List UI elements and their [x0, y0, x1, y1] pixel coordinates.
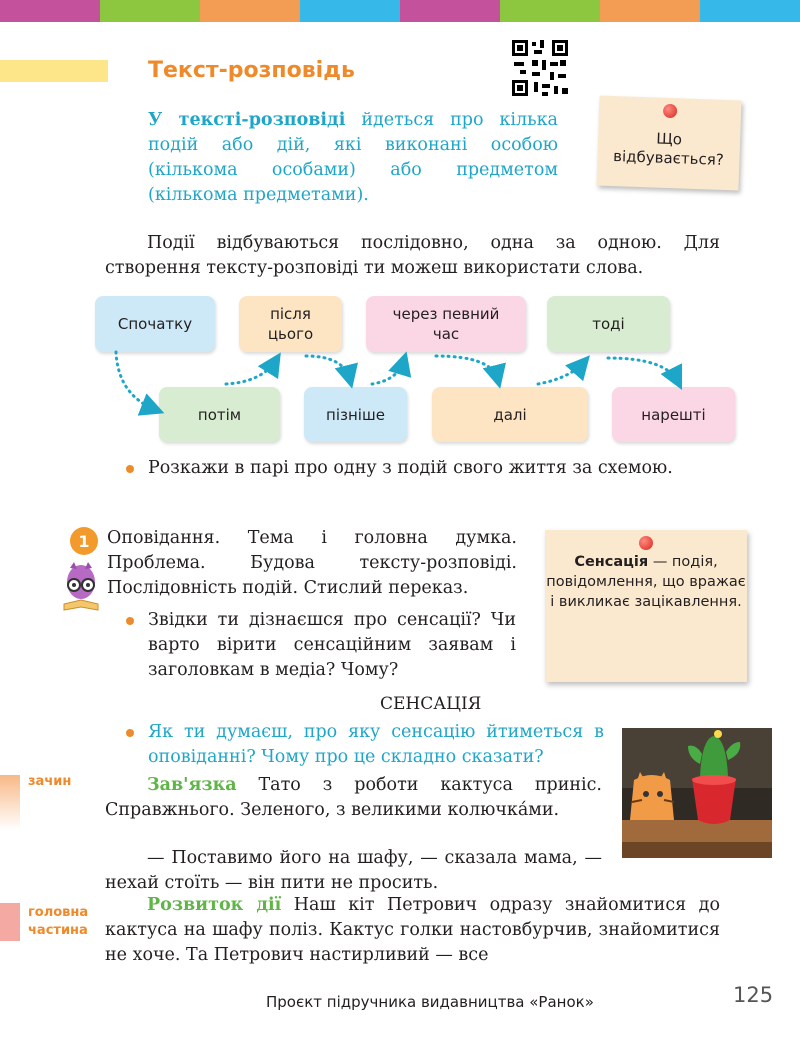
word-label: пізніше — [326, 405, 385, 424]
pin-icon — [663, 104, 677, 118]
story-text: Наш кіт Петрович одразу знайомитися до кактуса на шафу поліз. Кактус голки настовбурчив, знайомитися не хоче. Та Петрович настирливий — все — [105, 895, 720, 965]
pin-icon — [639, 536, 653, 550]
owl-reading-icon — [60, 560, 102, 615]
sticky-note-definition — [545, 530, 747, 682]
story-paragraph — [105, 773, 602, 823]
side-label-start: зачин — [28, 774, 72, 789]
qr-code-icon[interactable] — [510, 38, 570, 98]
color-segment — [400, 0, 500, 22]
cactus-cat-illustration — [622, 728, 772, 858]
bullet-icon — [126, 465, 134, 473]
color-segment — [300, 0, 400, 22]
note-term: Сенсація — [574, 554, 649, 570]
paragraph: Події відбуваються послідовно, одна за одною. Для створення тексту-розповіді ти можеш використати слова. — [105, 233, 720, 278]
sticky-note-question — [596, 96, 741, 191]
color-segment — [0, 0, 100, 22]
word-label: Спочатку — [117, 315, 193, 333]
color-segment — [700, 0, 800, 22]
footer-text: Проєкт підручника видавництва «Ранок» — [266, 993, 594, 1011]
word-label: через певний час — [392, 305, 500, 343]
color-segment — [200, 0, 300, 22]
story-question: Як ти думаєш, про яку сенсацію йтиметься в оповіданні? Чому про це складно сказати? — [148, 722, 604, 767]
word-box — [547, 296, 670, 352]
color-segment — [500, 0, 600, 22]
definition-term: У тексті-розповіді — [148, 110, 346, 130]
word-box — [432, 387, 588, 442]
note-line: відбувається? — [612, 147, 725, 169]
page-title: Текст-розповідь — [148, 58, 355, 83]
note-line: Що — [656, 129, 683, 149]
bullet-icon — [126, 617, 134, 625]
story-label: Розвиток дії — [147, 895, 282, 915]
color-segment — [100, 0, 200, 22]
page-number: 125 — [733, 983, 774, 1007]
bullet-icon — [126, 729, 134, 737]
top-color-bar — [0, 0, 800, 22]
word-label: тоді — [592, 315, 625, 333]
definition-text — [148, 108, 558, 208]
side-marker — [0, 775, 20, 830]
word-label: далі — [493, 405, 527, 424]
side-label-main: головна частина — [28, 905, 89, 938]
word-box — [239, 296, 342, 352]
word-label: нарешті — [641, 405, 706, 424]
story-paragraph: — Поставимо його на шафу, — сказала мама, — нехай стоїть — він пити не просить. — [105, 848, 602, 893]
title-marker — [0, 60, 108, 82]
word-box — [159, 387, 280, 442]
task-bullet: Розкажи в парі про одну з подій свого життя за схемою. — [148, 458, 673, 478]
word-box — [95, 296, 215, 352]
word-box — [612, 387, 735, 442]
side-marker — [0, 903, 20, 941]
word-label: після цього — [267, 305, 314, 343]
story-title: СЕНСАЦІЯ — [380, 694, 482, 714]
story-text: Тато з роботи кактуса приніс. Справжнього. Зеленого, з великими колючка́ми. — [105, 775, 602, 820]
story-label: Зав'язка — [147, 775, 237, 795]
word-box — [366, 296, 526, 352]
word-box — [304, 387, 407, 442]
story-paragraph — [105, 893, 720, 968]
color-segment — [600, 0, 700, 22]
task-bullet: Звідки ти дізнаєшся про сенсації? Чи варто вірити сенсаційним заявам і заголовкам в медіа? Чому? — [148, 610, 516, 680]
task-text: Оповідання. Тема і головна думка. Проблема. Будова тексту-розповіді. Послідовність подій. Стислий переказ. — [107, 528, 517, 598]
definition-rest: йдеться про кілька подій або дій, які виконані особою (кількома особами) або предметом (кількома предметами). — [148, 110, 558, 205]
word-label: потім — [197, 405, 242, 424]
note-definition: — подія, повідомлення, що вражає і викликає зацікавлення. — [546, 554, 746, 610]
task-number-badge: 1 — [70, 527, 98, 555]
